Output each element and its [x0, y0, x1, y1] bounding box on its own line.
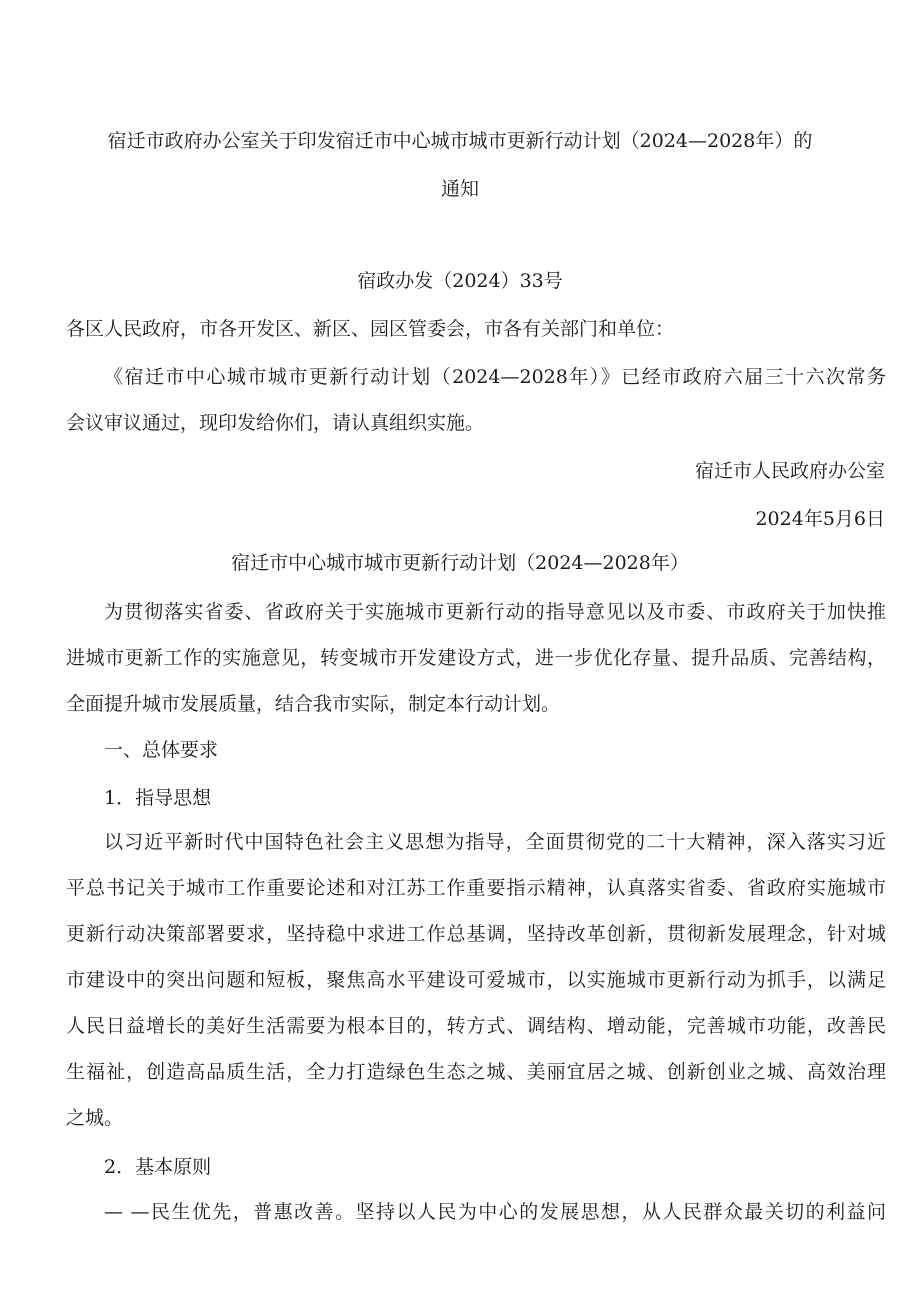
- notice-title-line-1: 宿迁市政府办公室关于印发宿迁市中心城市城市更新行动计划（2024—2028年）的: [107, 130, 813, 152]
- intro-line-2: 进城市更新工作的实施意见，转变城市开发建设方式，进一步优化存量、提升品质、完善结构，: [66, 647, 886, 669]
- guiding-line-5: 人民日益增长的美好生活需要为根本目的，转方式、调结构、增动能，完善城市功能，改善民: [66, 1015, 886, 1037]
- subsection-1-heading: 1．指导思想: [104, 787, 212, 809]
- guiding-line-4: 市建设中的突出问题和短板，聚焦高水平建设可爱城市，以实施城市更新行动为抓手，以满足: [66, 969, 886, 991]
- guiding-line-3: 更新行动决策部署要求，坚持稳中求进工作总基调，坚持改革创新，贯彻新发展理念，针对城: [66, 923, 886, 945]
- issuer: 宿迁市人民政府办公室: [694, 460, 885, 482]
- issue-date: 2024年5月6日: [755, 508, 885, 530]
- section-1-heading: 一、总体要求: [104, 739, 219, 761]
- guiding-line-1: 以习近平新时代中国特色社会主义思想为指导，全面贯彻党的二十大精神，深入落实习近: [104, 831, 886, 853]
- guiding-line-2: 平总书记关于城市工作重要论述和对江苏工作重要指示精神，认真落实省委、省政府实施城市: [66, 877, 886, 899]
- intro-line-1: 为贯彻落实省委、省政府关于实施城市更新行动的指导意见以及市委、市政府关于加快推: [104, 601, 886, 623]
- subsection-2-heading: 2．基本原则: [104, 1156, 212, 1178]
- guiding-line-7: 之城。: [66, 1107, 124, 1129]
- intro-line-3: 全面提升城市发展质量，结合我市实际，制定本行动计划。: [66, 693, 561, 715]
- principle-line-1: — —民生优先，普惠改善。坚持以人民为中心的发展思想，从人民群众最关切的利益问: [104, 1201, 886, 1223]
- document-number: 宿政办发（2024）33号: [357, 270, 563, 292]
- guiding-line-6: 生福祉，创造高品质生活，全力打造绿色生态之城、美丽宜居之城、创新创业之城、高效治理: [66, 1061, 886, 1083]
- plan-title: 宿迁市中心城市城市更新行动计划（2024—2028年）: [231, 552, 689, 574]
- notice-body-line-1: 《宿迁市中心城市城市更新行动计划（2024—2028年）》已经市政府六届三十六次常务: [104, 366, 886, 388]
- notice-title-line-2: 通知: [440, 178, 479, 200]
- notice-body-line-2: 会议审议通过，现印发给你们，请认真组织实施。: [66, 412, 485, 434]
- addressee: 各区人民政府，市各开发区、新区、园区管委会，市各有关部门和单位：: [66, 318, 675, 340]
